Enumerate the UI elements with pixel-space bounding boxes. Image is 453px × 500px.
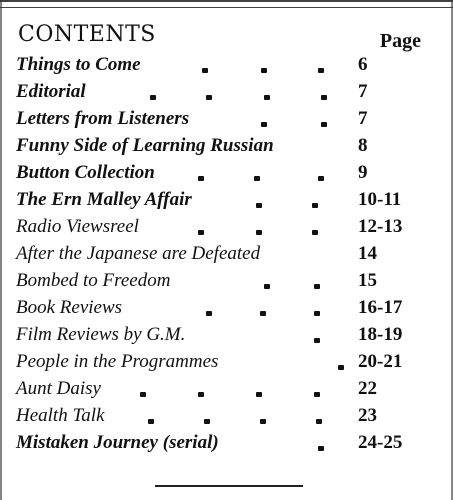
toc-entry: [16, 322, 441, 349]
toc-entry-page: 8: [358, 135, 368, 156]
toc-entry-title: After the Japanese are Defeated: [16, 243, 261, 264]
toc-entry-title: Editorial: [16, 81, 86, 102]
toc-entry-page: 20-21: [358, 351, 403, 372]
toc-entry: [16, 106, 441, 133]
toc-entry: [16, 214, 441, 241]
toc-entry-title: Letters from Listeners: [16, 108, 190, 129]
left-border: [0, 0, 2, 500]
toc-entry-page: 6: [358, 54, 368, 75]
table-of-contents: [16, 52, 441, 457]
toc-entry: [16, 268, 441, 295]
contents-heading: CONTENTS: [18, 22, 156, 47]
toc-entry: [16, 160, 441, 187]
toc-entry-page: 23: [358, 405, 377, 426]
bottom-rule: [155, 485, 303, 487]
toc-entry: [16, 376, 441, 403]
dot-leader: [16, 95, 356, 101]
dot-leader: [16, 365, 356, 371]
toc-entry-title: Radio Viewsreel: [16, 216, 139, 237]
toc-entry: [16, 187, 441, 214]
dot-leader: [16, 284, 356, 290]
dot-leader: [16, 311, 356, 317]
toc-entry-title: Funny Side of Learning Russian: [16, 135, 274, 156]
toc-entry: [16, 52, 441, 79]
toc-entry-title: Button Collection: [16, 162, 155, 183]
toc-entry-page: 16-17: [358, 297, 403, 318]
toc-entry-page: 14: [358, 243, 377, 264]
toc-entry: [16, 430, 441, 457]
toc-entry-title: The Ern Malley Affair: [16, 189, 192, 210]
toc-entry-page: 9: [358, 162, 368, 183]
toc-entry-title: Book Reviews: [16, 297, 123, 318]
dot-leader: [16, 122, 356, 128]
toc-entry-title: Bombed to Freedom: [16, 270, 171, 291]
toc-entry-title: Health Talk: [16, 405, 105, 426]
toc-entry: [16, 403, 441, 430]
dot-leader: [16, 68, 356, 74]
toc-entry-page: 7: [358, 108, 368, 129]
toc-entry-page: 24-25: [358, 432, 403, 453]
toc-entry: [16, 349, 441, 376]
toc-entry-title: Things to Come: [16, 54, 141, 75]
toc-entry-page: 12-13: [358, 216, 403, 237]
dot-leader: [16, 419, 356, 425]
top-rule: [0, 0, 453, 8]
toc-entry-title: Mistaken Journey (serial): [16, 432, 219, 453]
dot-leader: [16, 203, 356, 209]
toc-entry-page: 18-19: [358, 324, 403, 345]
dot-leader: [16, 446, 356, 452]
toc-entry: [16, 241, 441, 268]
toc-entry: [16, 295, 441, 322]
page-column-heading: Page: [379, 30, 421, 52]
toc-entry-title: Film Reviews by G.M.: [16, 324, 186, 345]
dot-leader: [16, 392, 356, 398]
toc-entry-page: 22: [358, 378, 377, 399]
toc-entry-page: 10-11: [358, 189, 402, 210]
toc-entry-page: 15: [358, 270, 377, 291]
dot-leader: [16, 338, 356, 344]
toc-entry: [16, 133, 441, 160]
toc-entry-page: 7: [358, 81, 368, 102]
toc-entry-title: People in the Programmes: [16, 351, 219, 372]
dot-leader: [16, 176, 356, 182]
toc-entry: [16, 79, 441, 106]
toc-entry-title: Aunt Daisy: [16, 378, 101, 399]
contents-header: [18, 22, 431, 50]
dot-leader: [16, 230, 356, 236]
